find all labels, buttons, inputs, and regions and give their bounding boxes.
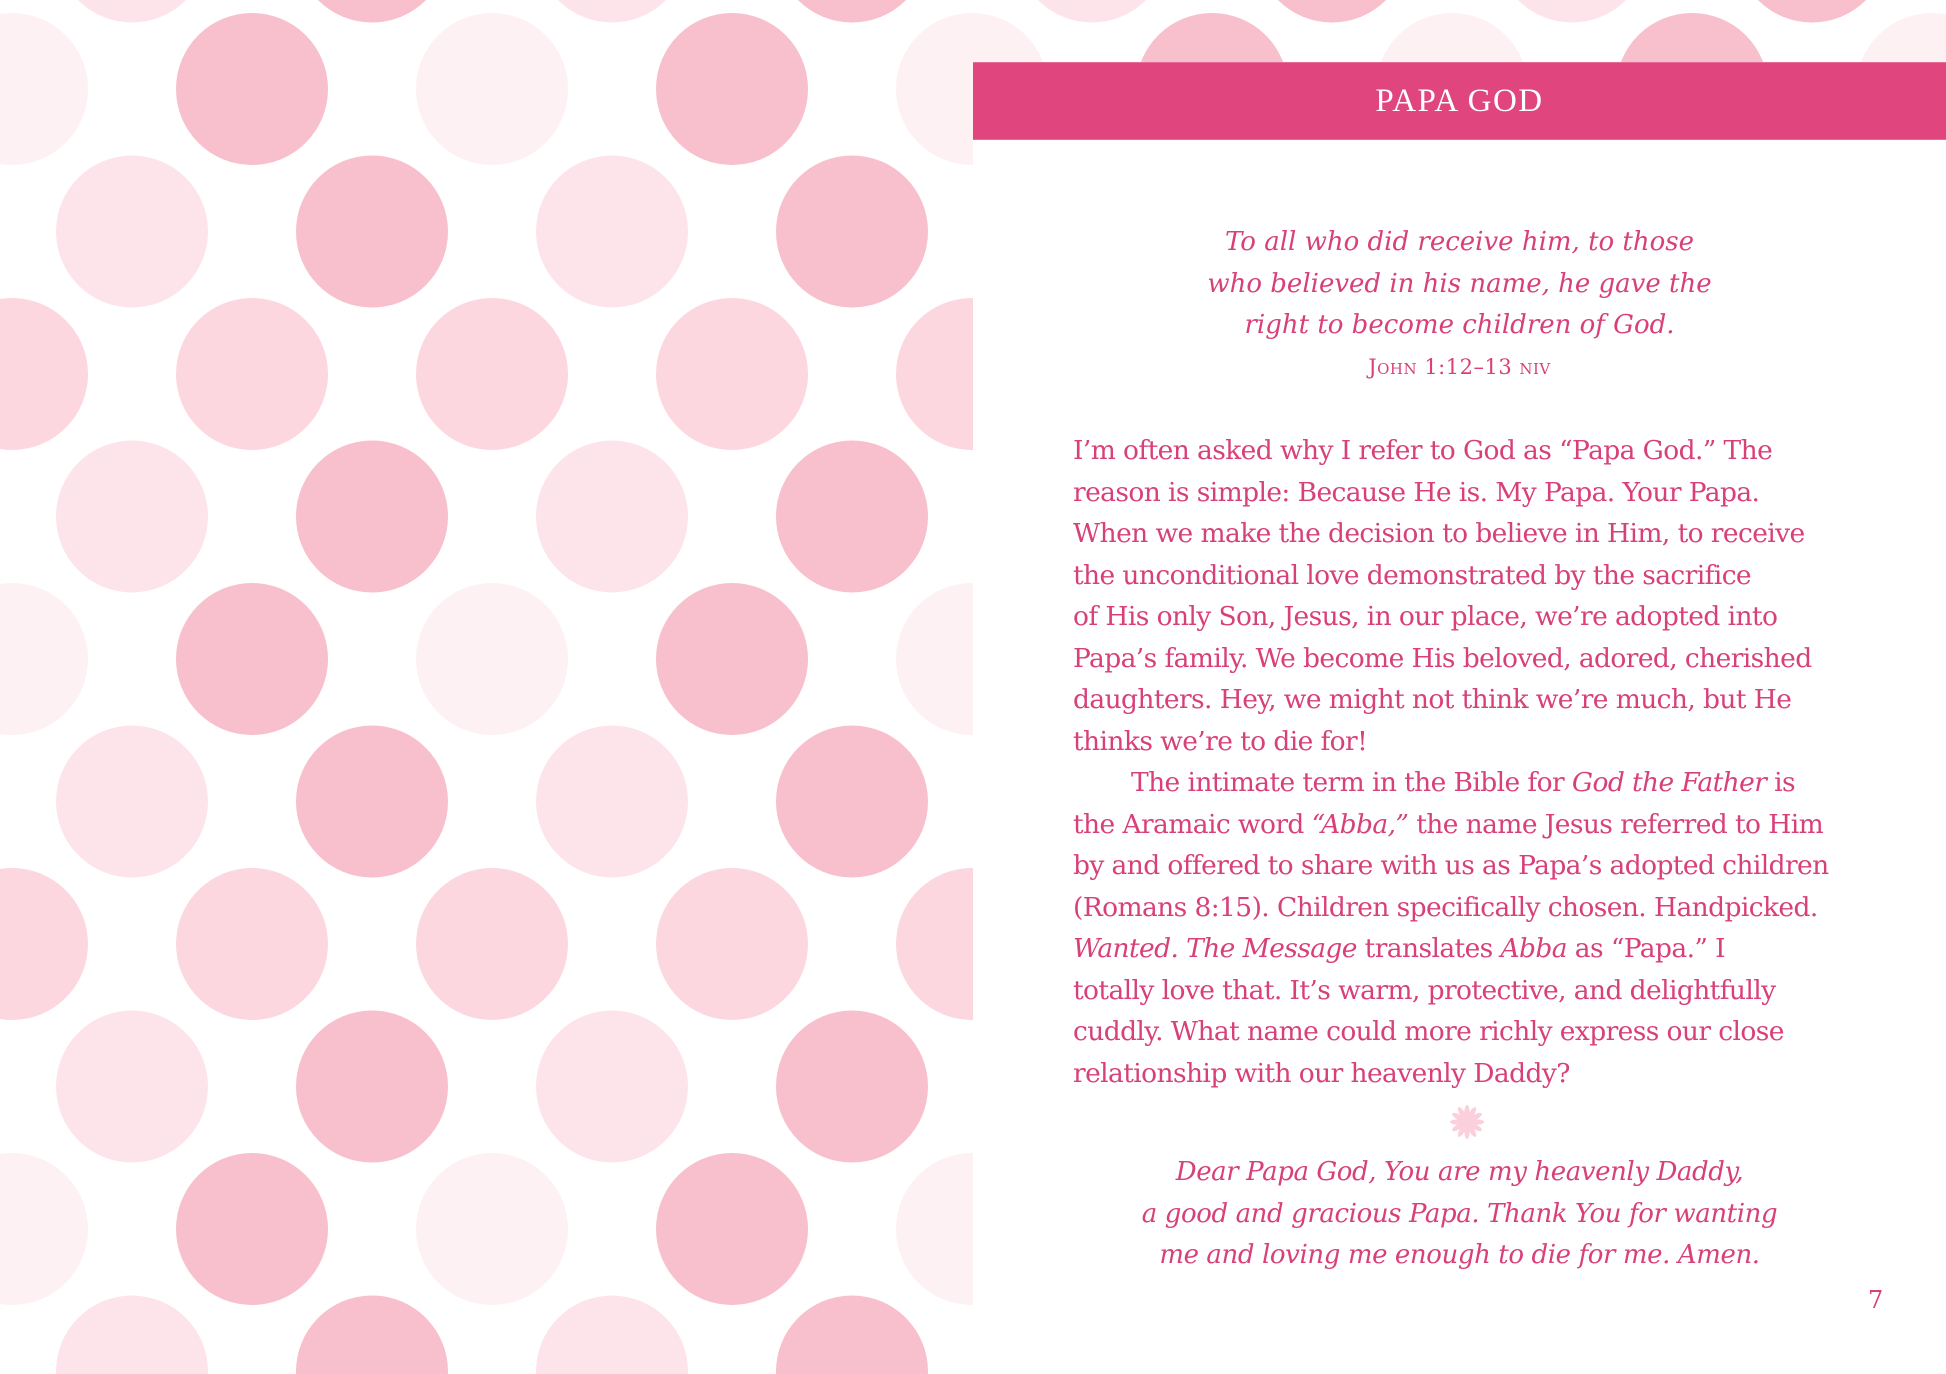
italic-text-run: God the Father <box>1571 767 1767 798</box>
body-line: When we make the decision to believe in Him, to receive <box>1073 518 1805 549</box>
body-line: thinks we’re to die for! <box>1073 725 1368 757</box>
body-line <box>1073 762 1893 804</box>
italic-text-run: Wanted. The Message <box>1073 933 1357 964</box>
body-line: Papa’s family. We become His beloved, adored, cherished <box>1073 642 1812 674</box>
body-line: reason is simple: Because He is. My Papa. Your Papa. <box>1073 476 1760 508</box>
prayer-line: Dear Papa God, You are my heavenly Daddy, <box>1175 1157 1744 1187</box>
prayer-line: me and loving me enough to die for me. Amen. <box>1159 1240 1760 1270</box>
text-run: The intimate term in the Bible for <box>1131 767 1572 798</box>
scripture-line: who believed in his name, he gave the <box>1207 268 1712 299</box>
body-line: totally love that. It’s warm, protective, and delightfully <box>1073 974 1776 1006</box>
italic-text-run: “Abba,” <box>1311 808 1409 840</box>
body-line <box>1073 804 1893 846</box>
paragraph-2 <box>1073 762 1893 1094</box>
flower-ornament-icon <box>1449 1104 1485 1140</box>
text-run: the Aramaic word <box>1073 808 1312 840</box>
text-run: as “Papa.” I <box>1566 933 1726 964</box>
text-run: is <box>1766 767 1795 798</box>
body-line: (Romans 8:15). Children specifically chosen. Handpicked. <box>1073 891 1818 923</box>
page-title: PAPA GOD <box>1375 82 1544 119</box>
body-line: by and offered to share with us as Papa’s adopted children <box>1073 850 1829 881</box>
scripture-line: right to become children of God. <box>1244 310 1675 340</box>
title-banner <box>973 62 1946 140</box>
scripture-line: To all who did receive him, to those <box>1224 227 1695 257</box>
scripture-reference: John 1:12–13 niv <box>1368 354 1551 379</box>
scripture-quote <box>973 222 1946 388</box>
body-line: daughters. Hey, we might not think we’re much, but He <box>1073 684 1792 715</box>
italic-text-run: Abba <box>1500 933 1567 964</box>
body-line: of His only Son, Jesus, in our place, we’re adopted into <box>1073 601 1778 632</box>
body-line <box>1073 928 1893 970</box>
page-number: 7 <box>1868 1286 1884 1314</box>
text-run: translates <box>1356 933 1501 964</box>
devotional-body <box>1073 430 1893 1094</box>
body-line: the unconditional love demonstrated by the sacrifice <box>1073 559 1752 591</box>
body-line: cuddly. What name could more richly express our close <box>1073 1016 1784 1047</box>
body-line: I’m often asked why I refer to God as “Papa God.” The <box>1073 435 1773 466</box>
closing-prayer <box>973 1152 1946 1277</box>
body-line: relationship with our heavenly Daddy? <box>1073 1057 1570 1089</box>
text-run: the name Jesus referred to Him <box>1408 808 1824 840</box>
paragraph-1 <box>1073 430 1893 762</box>
prayer-line: a good and gracious Papa. Thank You for wanting <box>1141 1198 1778 1229</box>
